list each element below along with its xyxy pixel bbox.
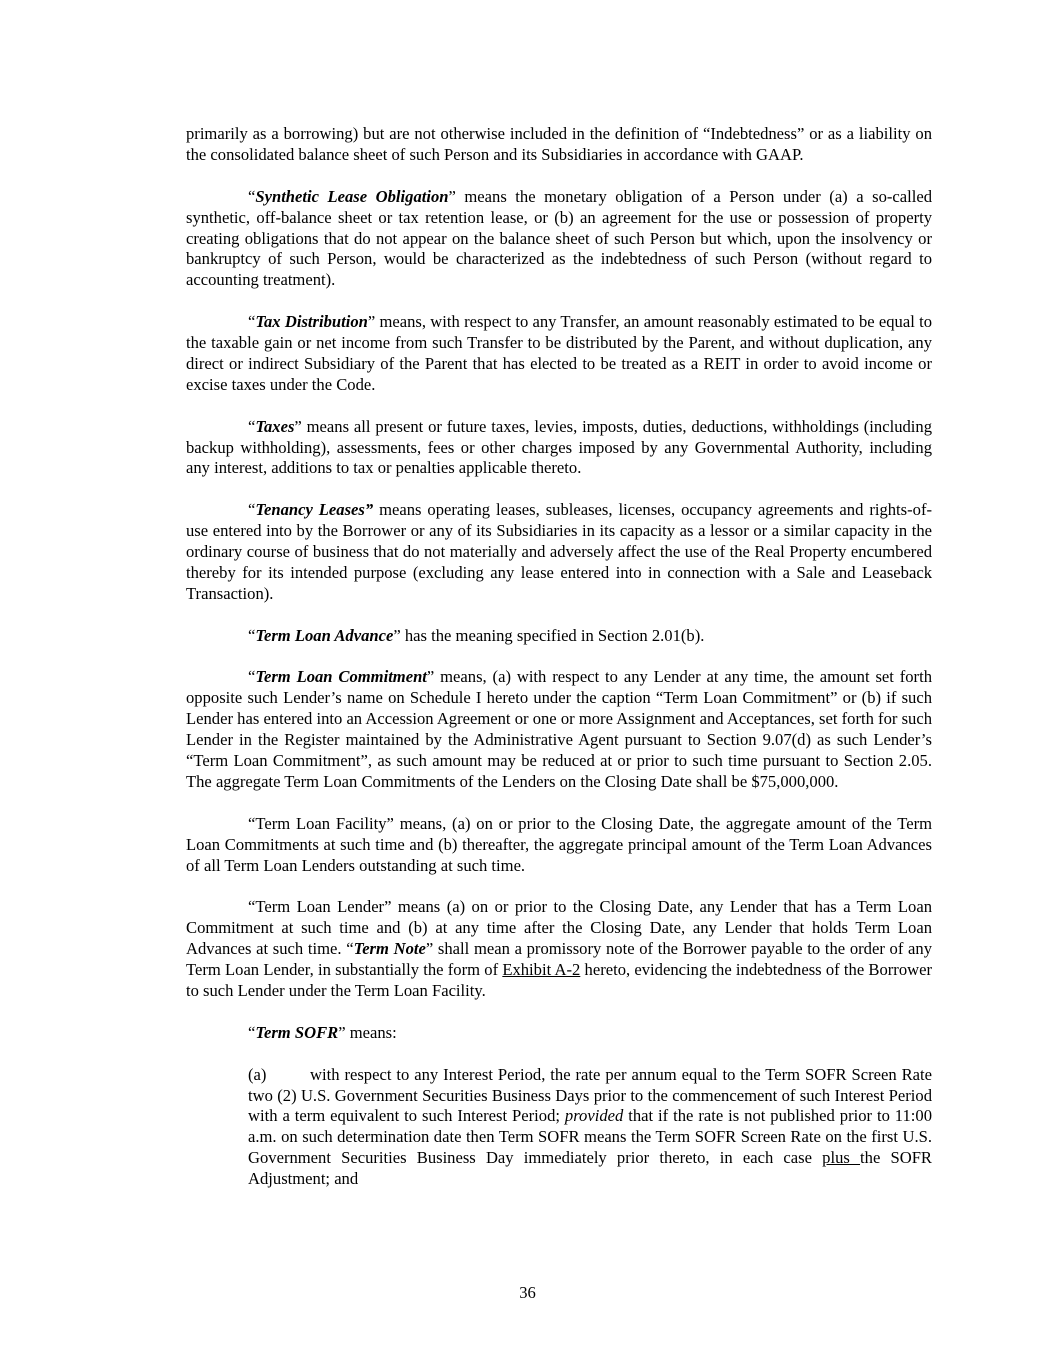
definition-term-sofr-clause-a: (a) with respect to any Interest Period, the rate per annum equal to the Term SOFR Screen Rate two (2) U.S. Government Securities Business Days prior to the commencement of such Interest Period with a term equivalent to such Interest Period; provided that if the rate is not published prior to 11:00 a.m. on such determination date then Term SOFR means the Term SOFR Screen Rate on the first U.S. Government Securities Business Day immediately prior thereto, in each case plus the SOFR Adjustment; and — [248, 1064, 932, 1189]
defined-term: Synthetic Lease Obligation — [255, 186, 449, 206]
definition-synthetic-lease-obligation: “Synthetic Lease Obligation” means the monetary obligation of a Person under (a) a so-called synthetic, off-balance sheet or tax retention lease, or (b) an agreement for the use or possession of property creating obligations that do not appear on the balance sheet of such Person but which, upon the insolvency or bankruptcy of such Person, would be characterized as the indebtedness of such Person (without regard to accounting treatment). — [186, 186, 933, 290]
definition-tax-distribution: “Tax Distribution” means, with respect to any Transfer, an amount reasonably estimated to be equal to the taxable gain or net income from such Transfer to be distributed by the Parent, and without duplication, any direct or indirect Subsidiary of the Parent that has elected to be treated as a REIT in order to avoid income or excise taxes under the Code. — [186, 312, 932, 394]
definition-term-loan-advance: “Term Loan Advance” has the meaning specified in Section 2.01(b). — [248, 625, 705, 645]
provided-emphasis: provided — [564, 1106, 624, 1126]
exhibit-reference: Exhibit A-2 — [502, 960, 581, 980]
page-number: 36 — [519, 1283, 536, 1302]
definition-text: “Term Loan Lender” means (a) on or prior to the Closing Date, any Lender that has a Term Loan Commitment at such time and (b) at any time after the Closing Date, any Lender that holds Term Loan Advances at such time. “ — [186, 897, 932, 959]
clause-label: (a) — [248, 1064, 267, 1084]
definition-text: ” means, with respect to any Transfer, an amount reasonably estimated to be equal to the taxable gain or net income from such Transfer to be distributed by the Parent, and without duplication, any direct or indirect Subsidiary of the Parent that has elected to be treated as a REIT in order to avoid income or excise taxes under the Code. — [186, 312, 932, 394]
definition-term-sofr: “Term SOFR” means: — [248, 1022, 397, 1042]
definition-text: ” means the monetary obligation of a Person under (a) a so-called synthetic, off-balance sheet or tax retention lease, or (b) an agreement for the use or possession of property creating obligations that do not appear on the balance sheet of such Person but which, upon the insolvency or bankruptcy of such Person, would be characterized as the indebtedness of such Person (without regard to accounting treatment). — [186, 186, 933, 290]
paragraph-text: primarily as a borrowing) but are not otherwise included in the definition of “Indebtedness” or as a liability on the consolidated balance sheet of such Person and its Subsidiaries in accordance with GAAP. — [186, 124, 932, 164]
definition-tenancy-leases: “Tenancy Leases” means operating leases, subleases, licenses, occupancy agreements and rights-of-use entered into by the Borrower or any of its Subsidiaries in its capacity as a lessor or a similar capacity in the ordinary course of business that do not materially and adversely affect the use of the Real Property encumbered thereby for its intended purpose (excluding any lease entered into in connection with a Sale and Leaseback Transaction). — [186, 500, 932, 603]
paragraph-continuation — [186, 124, 932, 166]
defined-term: Taxes — [255, 416, 295, 436]
definition-text: “Term Loan Facility” means, (a) on or prior to the Closing Date, the aggregate amount of the Term Loan Commitments at such time and (b) thereafter, the aggregate principal amount of the Term Loan Advances of all Term Loan Lenders outstanding at such time. — [186, 813, 932, 875]
plus-emphasis: plus — [822, 1148, 861, 1168]
defined-term: Term Note — [353, 939, 426, 959]
defined-term: Tenancy Leases” — [255, 500, 374, 520]
definition-term-loan-lender: “Term Loan Lender” means (a) on or prior to the Closing Date, any Lender that has a Term Loan Commitment at such time and (b) at any time after the Closing Date, any Lender that holds Term Loan Advances at such time. “Term Note” shall mean a promissory note of the Borrower payable to the order of any Term Loan Lender, in substantially the form of Exhibit A-2 hereto, evidencing the indebtedness of the Borrower to such Lender under the Term Loan Facility. — [186, 897, 933, 1001]
definition-taxes: “Taxes” means all present or future taxes, levies, imposts, duties, deductions, withholdings (including backup withholding), assessments, fees or other charges imposed by any Governmental Authority, including any interest, additions to tax or penalties applicable thereto. — [186, 416, 932, 478]
definition-term-loan-commitment: “Term Loan Commitment” means, (a) with respect to any Lender at any time, the amount set forth opposite such Lender’s name on Schedule I hereto under the caption “Term Loan Commitment” or (b) if such Lender has entered into an Accession Agreement or one or more Assignment and Acceptances, set forth for such Lender in the Register maintained by the Administrative Agent pursuant to Section 9.07(d) as such Lender’s “Term Loan Commitment”, as such amount may be reduced at or prior to such time pursuant to Section 2.05. The aggregate Term Loan Commitments of the Lenders on the Closing Date shall be $75,000,000. — [186, 667, 932, 791]
document-body — [186, 124, 932, 1190]
clause-text: with respect to any Interest Period, the rate per annum equal to the Term SOFR Screen Rate two (2) U.S. Government Securities Business Days prior to the commencement of such Interest Period with a term equivalent to such Interest Period; — [248, 1064, 932, 1126]
definition-text: ” means: — [338, 1022, 397, 1042]
definition-text: ” means all present or future taxes, levies, imposts, duties, deductions, withholdings (including backup withholding), assessments, fees or other charges imposed by any Governmental Authority, including any interest, additions to tax or penalties applicable thereto. — [186, 416, 932, 478]
defined-term: Term Loan Commitment — [255, 667, 427, 687]
defined-term: Term SOFR — [255, 1022, 339, 1042]
definition-text: ” means, (a) with respect to any Lender at any time, the amount set forth opposite such Lender’s name on Schedule I hereto under the caption “Term Loan Commitment” or (b) if such Lender has entered into an Accession Agreement or one or more Assignment and Acceptances, set forth for such Lender in the Register maintained by the Administrative Agent pursuant to Section 9.07(d) as such Lender’s “Term Loan Commitment”, as such amount may be reduced at or prior to such time pursuant to Section 2.05. The aggregate Term Loan Commitments of the Lenders on the Closing Date shall be $75,000,000. — [186, 667, 932, 791]
defined-term: Term Loan Advance — [255, 625, 394, 645]
definition-text: means operating leases, subleases, licenses, occupancy agreements and rights-of-use entered into by the Borrower or any of its Subsidiaries in its capacity as a lessor or a similar capacity in the ordinary course of business that do not materially and adversely affect the use of the Real Property encumbered thereby for its intended purpose (excluding any lease entered into in connection with a Sale and Leaseback Transaction). — [186, 500, 932, 603]
definition-term-loan-facility — [186, 814, 932, 877]
definition-text: ” has the meaning specified in Section 2.01(b). — [393, 625, 705, 645]
defined-term: Tax Distribution — [255, 312, 368, 332]
